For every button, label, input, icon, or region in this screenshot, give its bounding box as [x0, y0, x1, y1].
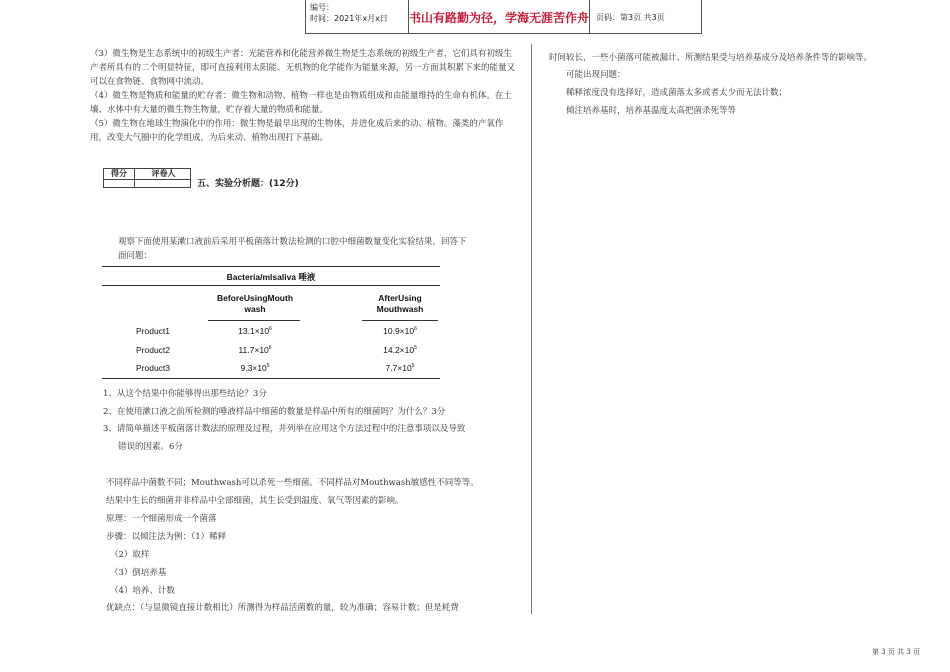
- right-line-1: 时间较长，一些小菌落可能被漏计、所测结果受与培养基成分及培养条件等的影响等。: [549, 53, 873, 63]
- table-bottom-rule: [102, 378, 440, 379]
- paragraph-3: （3）微生物是生态系统中的初级生产者：光能营养和化能营养微生物是生态系统的初级生产者，它们具有初级生产者所具有的二个明显特征，即可直接利用太阳能、无机物的化学能作为能量来源，另一方面其积累下来的能量又可以在食物链、食物网中流动。: [90, 49, 516, 87]
- column-divider: [531, 44, 532, 614]
- table-title-rule: [102, 285, 440, 286]
- table-cell-before: $13.1\times 10^6$: [238, 326, 272, 336]
- column-header-after: AfterUsing Mouthwash: [376, 293, 424, 314]
- intro-line-1: 观察下面使用某漱口液前后采用平板菌落计数法检测的口腔中细菌数量变化实验结果，回答下: [118, 237, 467, 247]
- answer-line: 原理：一个细菌形成一个菌落: [106, 514, 217, 524]
- answer-line: 结果中生长的细菌并非样品中全部细菌，其生长受到温度、氧气等因素的影响。: [106, 496, 404, 506]
- page-footer: 第 3 页 共 3 页: [871, 648, 920, 656]
- number-label: 编号：: [310, 3, 334, 12]
- table-cell-before: $11.7\times 10^6$: [238, 345, 272, 355]
- score-label: 得分: [111, 169, 127, 178]
- header-meta: [306, 0, 409, 34]
- table-cell-after: $7.7\times 10^5$: [385, 363, 415, 373]
- table-title: Bacteria/mlsaliva 唾液: [226, 272, 316, 282]
- paragraph-4: （4）微生物是物质和能量的贮存者：微生物和动物、植物一样也是由物质组成和由能量维持的生命有机体。在土壤、水体中有大量的微生物生物量，贮存着大量的物质和能量。: [90, 91, 512, 115]
- answer-line: （3）倒培养基: [110, 568, 167, 578]
- table-cell-before: $9.3\times 10^5$: [240, 363, 270, 373]
- paragraph-5: （5）微生物在地球生物演化中的作用：微生物是最早出现的生物体，并进化成后来的动、植物。藻类的产氧作用，改变大气圈中的化学组成，为后来动、植物出现打下基础。: [90, 119, 504, 143]
- table-top-rule: [102, 266, 440, 267]
- answer-line: 不同样品中菌数不同；Mouthwash可以杀死一些细菌。不同样品对Mouthwash敏感性不同等等。: [106, 478, 479, 488]
- column-header-before: BeforeUsingMouth wash: [216, 293, 294, 314]
- table-cell-after: $10.9\times 10^6$: [383, 326, 417, 336]
- table-cell-after: $14.2\times 10^5$: [383, 345, 417, 355]
- answer-line: （4）培养、计数: [110, 586, 175, 596]
- question-1: 1、从这个结果中你能够得出那些结论？3分: [103, 389, 267, 399]
- question-3-line-2: 错误的因素。6分: [118, 442, 183, 452]
- table-row-name: Product1: [136, 326, 171, 336]
- right-line-4: 倾注培养基时，培养基温度太高把菌杀死等等: [566, 106, 737, 116]
- intro-line-2: 面问题：: [118, 251, 153, 261]
- column-rule-before: [208, 320, 300, 321]
- score-table: [103, 168, 191, 188]
- question-3-line-1: 3、请简单描述平板菌落计数法的原理及过程，并列举在应用这个方法过程中的注意事项以及导致: [103, 424, 466, 434]
- time-label: 时间：2021年x月x日: [310, 14, 388, 23]
- section-title: 五、实验分析题：(12分): [197, 179, 299, 189]
- table-row-name: Product3: [136, 363, 171, 373]
- column-rule-after: [362, 320, 438, 321]
- answer-line: （2）取样: [110, 550, 150, 560]
- answer-line: 优缺点：（与显微镜直接计数相比）所测得为样品活菌数的量，较为准确；容易计数；但是耗费: [106, 603, 459, 613]
- question-2: 2、在使用漱口液之前所检测的唾液样品中细菌的数量是样品中所有的细菌吗？为什么？3分: [103, 407, 446, 417]
- table-row-name: Product2: [136, 345, 171, 355]
- grader-label: 评卷人: [151, 169, 176, 178]
- answer-line: 步骤：以倾注法为例：（1）稀释: [106, 532, 227, 542]
- header-page-label: 页码：第3页 共3页: [596, 12, 665, 22]
- right-line-2: 可能出现问题：: [566, 70, 626, 80]
- page-header: [305, 0, 702, 34]
- header-motto: 书山有路勤为径，学海无涯苦作舟: [409, 0, 590, 34]
- right-line-3: 稀释浓度没有选择好，造成菌落太多或者太少而无法计数；: [566, 88, 788, 98]
